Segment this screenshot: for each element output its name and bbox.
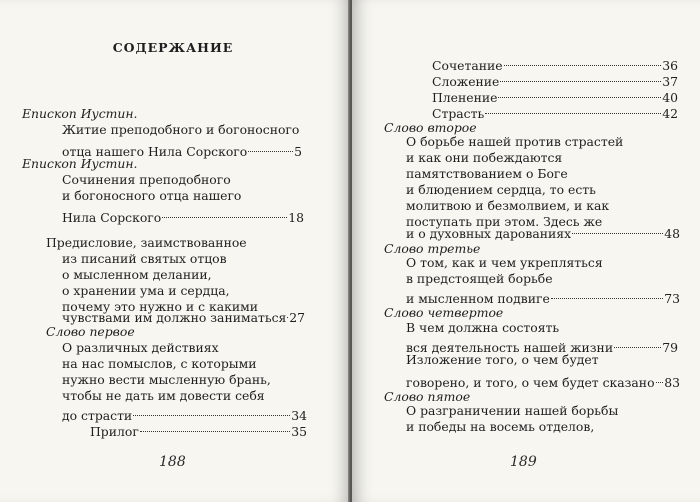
entry-text: отца нашего Нила Сорского bbox=[62, 144, 248, 159]
section-heading: Слово третье bbox=[384, 241, 481, 256]
page-number: 18 bbox=[288, 210, 304, 225]
page-number: 42 bbox=[662, 106, 678, 121]
toc-entry[interactable] bbox=[90, 417, 307, 439]
toc-entry[interactable] bbox=[406, 368, 680, 390]
entry-line: в предстоящей борьбе bbox=[406, 271, 553, 286]
author-heading: Епископ Иустин. bbox=[22, 106, 138, 121]
dot-leader bbox=[614, 329, 661, 348]
section-heading: Слово четвертое bbox=[384, 305, 504, 320]
dot-leader bbox=[551, 280, 663, 299]
dot-leader bbox=[248, 133, 293, 152]
entry-text: и о духовных дарованиях bbox=[406, 226, 572, 241]
entry-line: молитвою и безмолвием, и как bbox=[406, 198, 610, 213]
section-heading: Слово второе bbox=[384, 120, 477, 135]
page-number: 79 bbox=[662, 340, 678, 355]
entry-text: до страсти bbox=[62, 408, 133, 423]
entry-line: поступать при этом. Здесь же bbox=[406, 214, 603, 229]
right-page bbox=[352, 0, 700, 502]
entry-line: Житие преподобного и богоносного bbox=[62, 122, 300, 137]
toc-entry[interactable] bbox=[432, 99, 678, 121]
entry-line: О разграничении нашей борьбы bbox=[406, 403, 619, 418]
entry-text: Сочетание bbox=[432, 58, 503, 73]
entry-line: О различных действиях bbox=[62, 340, 219, 355]
dot-leader bbox=[485, 95, 661, 114]
dot-leader bbox=[656, 364, 664, 383]
author-heading: Епископ Иустин. bbox=[22, 156, 138, 171]
page-number: 40 bbox=[662, 90, 678, 105]
entry-text: Прилог bbox=[90, 424, 139, 439]
entry-line: нужно вести мысленную брань, bbox=[62, 372, 271, 387]
entry-line: и как они побеждаются bbox=[406, 150, 563, 165]
entry-text: и мысленном подвиге bbox=[406, 291, 550, 306]
page-folio: 188 bbox=[159, 454, 186, 470]
toc-entry[interactable] bbox=[62, 203, 304, 225]
page-number: 37 bbox=[662, 74, 678, 89]
page-number: 5 bbox=[294, 144, 302, 159]
entry-line: О борьбе нашей против страстей bbox=[406, 134, 624, 149]
entry-line: Сочинения преподобного bbox=[62, 172, 231, 187]
entry-line: памятствованием о Боге bbox=[406, 166, 568, 181]
section-heading: Слово первое bbox=[46, 324, 135, 339]
entry-text: Пленение bbox=[432, 90, 498, 105]
contents-heading: СОДЕРЖАНИЕ bbox=[112, 40, 234, 55]
page-number: 48 bbox=[664, 226, 680, 241]
entry-line: Предисловие, заимствованное bbox=[46, 235, 247, 250]
section-heading: Слово пятое bbox=[384, 389, 471, 404]
page-number: 35 bbox=[291, 424, 307, 439]
entry-line: почему это нужно и с какими bbox=[62, 299, 259, 314]
entry-line: чтобы не дать им довести себя bbox=[62, 388, 265, 403]
entry-line: на нас помыслов, с которыми bbox=[62, 356, 257, 371]
entry-line: и победы на восемь отделов, bbox=[406, 419, 595, 434]
page-number: 73 bbox=[664, 291, 680, 306]
page-number: 83 bbox=[664, 375, 680, 390]
page-number: 27 bbox=[289, 310, 305, 325]
toc-entry[interactable] bbox=[406, 333, 678, 355]
entry-line: и блюдением сердца, то есть bbox=[406, 182, 596, 197]
dot-leader bbox=[162, 199, 287, 218]
entry-line: из писаний святых отцов bbox=[62, 251, 227, 266]
entry-text: Нила Сорского bbox=[62, 210, 162, 225]
toc-entry[interactable] bbox=[406, 284, 680, 306]
dot-leader bbox=[140, 413, 290, 432]
entry-line: и богоносного отца нашего bbox=[62, 188, 242, 203]
entry-line: О том, как и чем укрепляться bbox=[406, 255, 603, 270]
entry-line: о хранении ума и сердца, bbox=[62, 283, 230, 298]
page-number: 34 bbox=[291, 408, 307, 423]
entry-text: вся деятельность нашей жизни bbox=[406, 340, 614, 355]
entry-text: Страсть bbox=[432, 106, 485, 121]
entry-line: о мысленном делании, bbox=[62, 267, 212, 282]
entry-line: Изложение того, о чем будет bbox=[406, 352, 599, 367]
entry-text: говорено, и того, о чем будет сказано bbox=[406, 375, 655, 390]
entry-text: Сложение bbox=[432, 74, 500, 89]
toc-entry[interactable] bbox=[62, 137, 302, 159]
entry-text: чувствами им должно заниматься bbox=[62, 310, 287, 325]
page-number: 36 bbox=[662, 58, 678, 73]
toc-entry[interactable] bbox=[406, 219, 680, 241]
toc-entry[interactable] bbox=[62, 303, 305, 325]
dot-leader bbox=[287, 299, 288, 318]
dot-leader bbox=[572, 215, 663, 234]
entry-line: В чем должна состоять bbox=[406, 320, 560, 335]
page-folio: 189 bbox=[510, 454, 537, 470]
